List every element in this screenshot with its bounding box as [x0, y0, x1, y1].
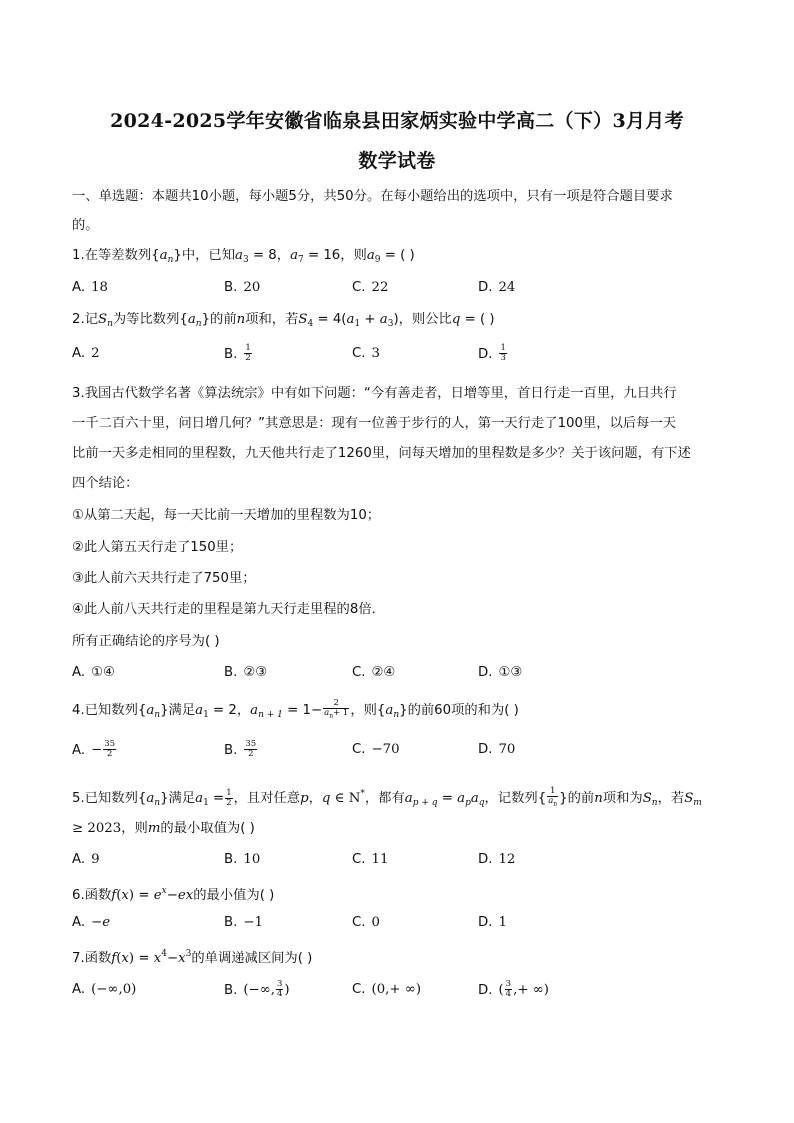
question-number: 2. [72, 312, 85, 327]
option-a[interactable]: A. 18 [72, 280, 109, 295]
question-4: 4.已知数列$\{a_n\}$满足$a_1 = 2$，$a_{n + 1} = 1-$ $\frac{2}{a_n+ 1}$ ，则$\{a_n\}$的前60项的和为( ) [72, 698, 519, 720]
section-instruction-cont: 的。 [72, 218, 99, 233]
option-c[interactable]: C. ②④ [352, 665, 396, 680]
option-d[interactable]: D. 70 [478, 742, 516, 757]
question-1: 1.在等差数列$\{a_n\}$中，已知$a_3 = 8$，$a_7 = 16$，则$a_9$ = ( ) [72, 248, 415, 265]
question-2: 2.记$S_n$为等比数列$\{a_n\}$的前n项和，若$S_4 = 4(a_1 + a_3)$，则公比q = ( ) [72, 312, 495, 329]
conclusion-4: ④此人前八天共行走的里程是第九天行走里程的8倍． [72, 602, 385, 617]
option-d[interactable]: D. ①③ [478, 665, 523, 680]
question-number: 3. [72, 386, 85, 401]
option-d[interactable]: D. 24 [478, 280, 516, 295]
option-b[interactable]: B. $\frac{1}{2}$ [224, 343, 251, 363]
option-a[interactable]: A. 2 [72, 346, 100, 361]
option-d[interactable]: D. 1 [478, 915, 507, 930]
question-number: 6. [72, 888, 85, 903]
question-number: 5. [72, 791, 85, 806]
question-6: 6.函数$f(x) = e^x-ex$的最小值为( ) [72, 886, 275, 903]
exam-subtitle: 数学试卷 [358, 150, 436, 172]
question-7-options [72, 980, 727, 1004]
option-c[interactable]: C. 0 [352, 915, 380, 930]
option-a[interactable]: A. 9 [72, 852, 100, 867]
conclusion-1: ①从第二天起，每一天比前一天增加的里程数为10； [72, 508, 381, 523]
conclusion-3: ③此人前六天共行走了750里； [72, 571, 256, 586]
option-b[interactable]: B. 10 [224, 852, 261, 867]
question-3-line-4: 四个结论： [72, 476, 139, 491]
option-c[interactable]: C. 3 [352, 346, 380, 361]
question-number: 4. [72, 702, 85, 718]
question-3-options [72, 663, 727, 687]
question-3-line-3: 比前一天多走相同的里程数，九天他共行走了1260里，问每天增加的里程数是多少？关于该问题，有下述 [72, 446, 691, 461]
question-3-line-2: 一千二百六十里，问日增几何？”其意思是：现有一位善于步行的人，第一天行走了100里，以后每一天 [72, 416, 677, 431]
conclusion-2: ②此人第五天行走了150里； [72, 540, 243, 555]
option-a[interactable]: A. (−∞,0) [72, 982, 137, 997]
question-1-options [72, 278, 727, 302]
question-number: 1. [72, 248, 85, 263]
option-a[interactable]: A. − $\frac{35}{2}$ [72, 739, 116, 759]
option-d[interactable]: D. $\frac{1}{3}$ [478, 343, 506, 363]
question-7: 7.函数$f(x) = x^4-x^3$的单调递减区间为( ) [72, 949, 313, 966]
option-d[interactable]: D. ( $\frac{3}{4}$ ,+ ∞) [478, 979, 549, 999]
option-b[interactable]: B. (−∞, $\frac{3}{4}$ ) [224, 979, 290, 999]
question-3: 3.我国古代数学名著《算法统宗》中有如下问题：“今有善走者，日增等里，首日行走一百里，九日共行 [72, 386, 677, 401]
exam-title: 2024-2025学年安徽省临泉县田家炳实验中学高二（下）3月月考 [110, 110, 684, 132]
option-c[interactable]: C. 22 [352, 280, 389, 295]
option-c[interactable]: C. (0,+ ∞) [352, 982, 422, 997]
option-a[interactable]: A. −e [72, 915, 111, 930]
question-5-line-2: ≥ 2023，则m的最小取值为( ) [72, 821, 255, 836]
option-a[interactable]: A. ①④ [72, 665, 115, 680]
option-c[interactable]: C. 11 [352, 852, 389, 867]
question-3-ask: 所有正确结论的序号为( ) [72, 634, 220, 649]
option-b[interactable]: B. ②③ [224, 665, 268, 680]
option-c[interactable]: C. −70 [352, 742, 400, 757]
option-b[interactable]: B. $\frac{35}{2}$ [224, 739, 257, 759]
question-number: 7. [72, 951, 85, 966]
section-instruction: 一、单选题：本题共10小题，每小题5分，共50分。在每小题给出的选项中，只有一项是符合题目要求 [72, 189, 673, 204]
question-5-options [72, 850, 727, 874]
option-b[interactable]: B. 20 [224, 280, 261, 295]
question-6-options [72, 913, 727, 937]
question-2-options [72, 344, 727, 368]
option-b[interactable]: B. −1 [224, 915, 263, 930]
option-d[interactable]: D. 12 [478, 852, 516, 867]
question-4-options [72, 740, 727, 764]
question-5: 5.已知数列$\{a_n\}$满足$a_1$ = $\frac{1}{2}$ ，且对任意p，q ∈ N*，都有$a_{p + q} = a_pa_q$，记数列{ $\frac{1}{a_n}$ }的前n项和为$S_n$，若$S_m$ [72, 786, 702, 808]
